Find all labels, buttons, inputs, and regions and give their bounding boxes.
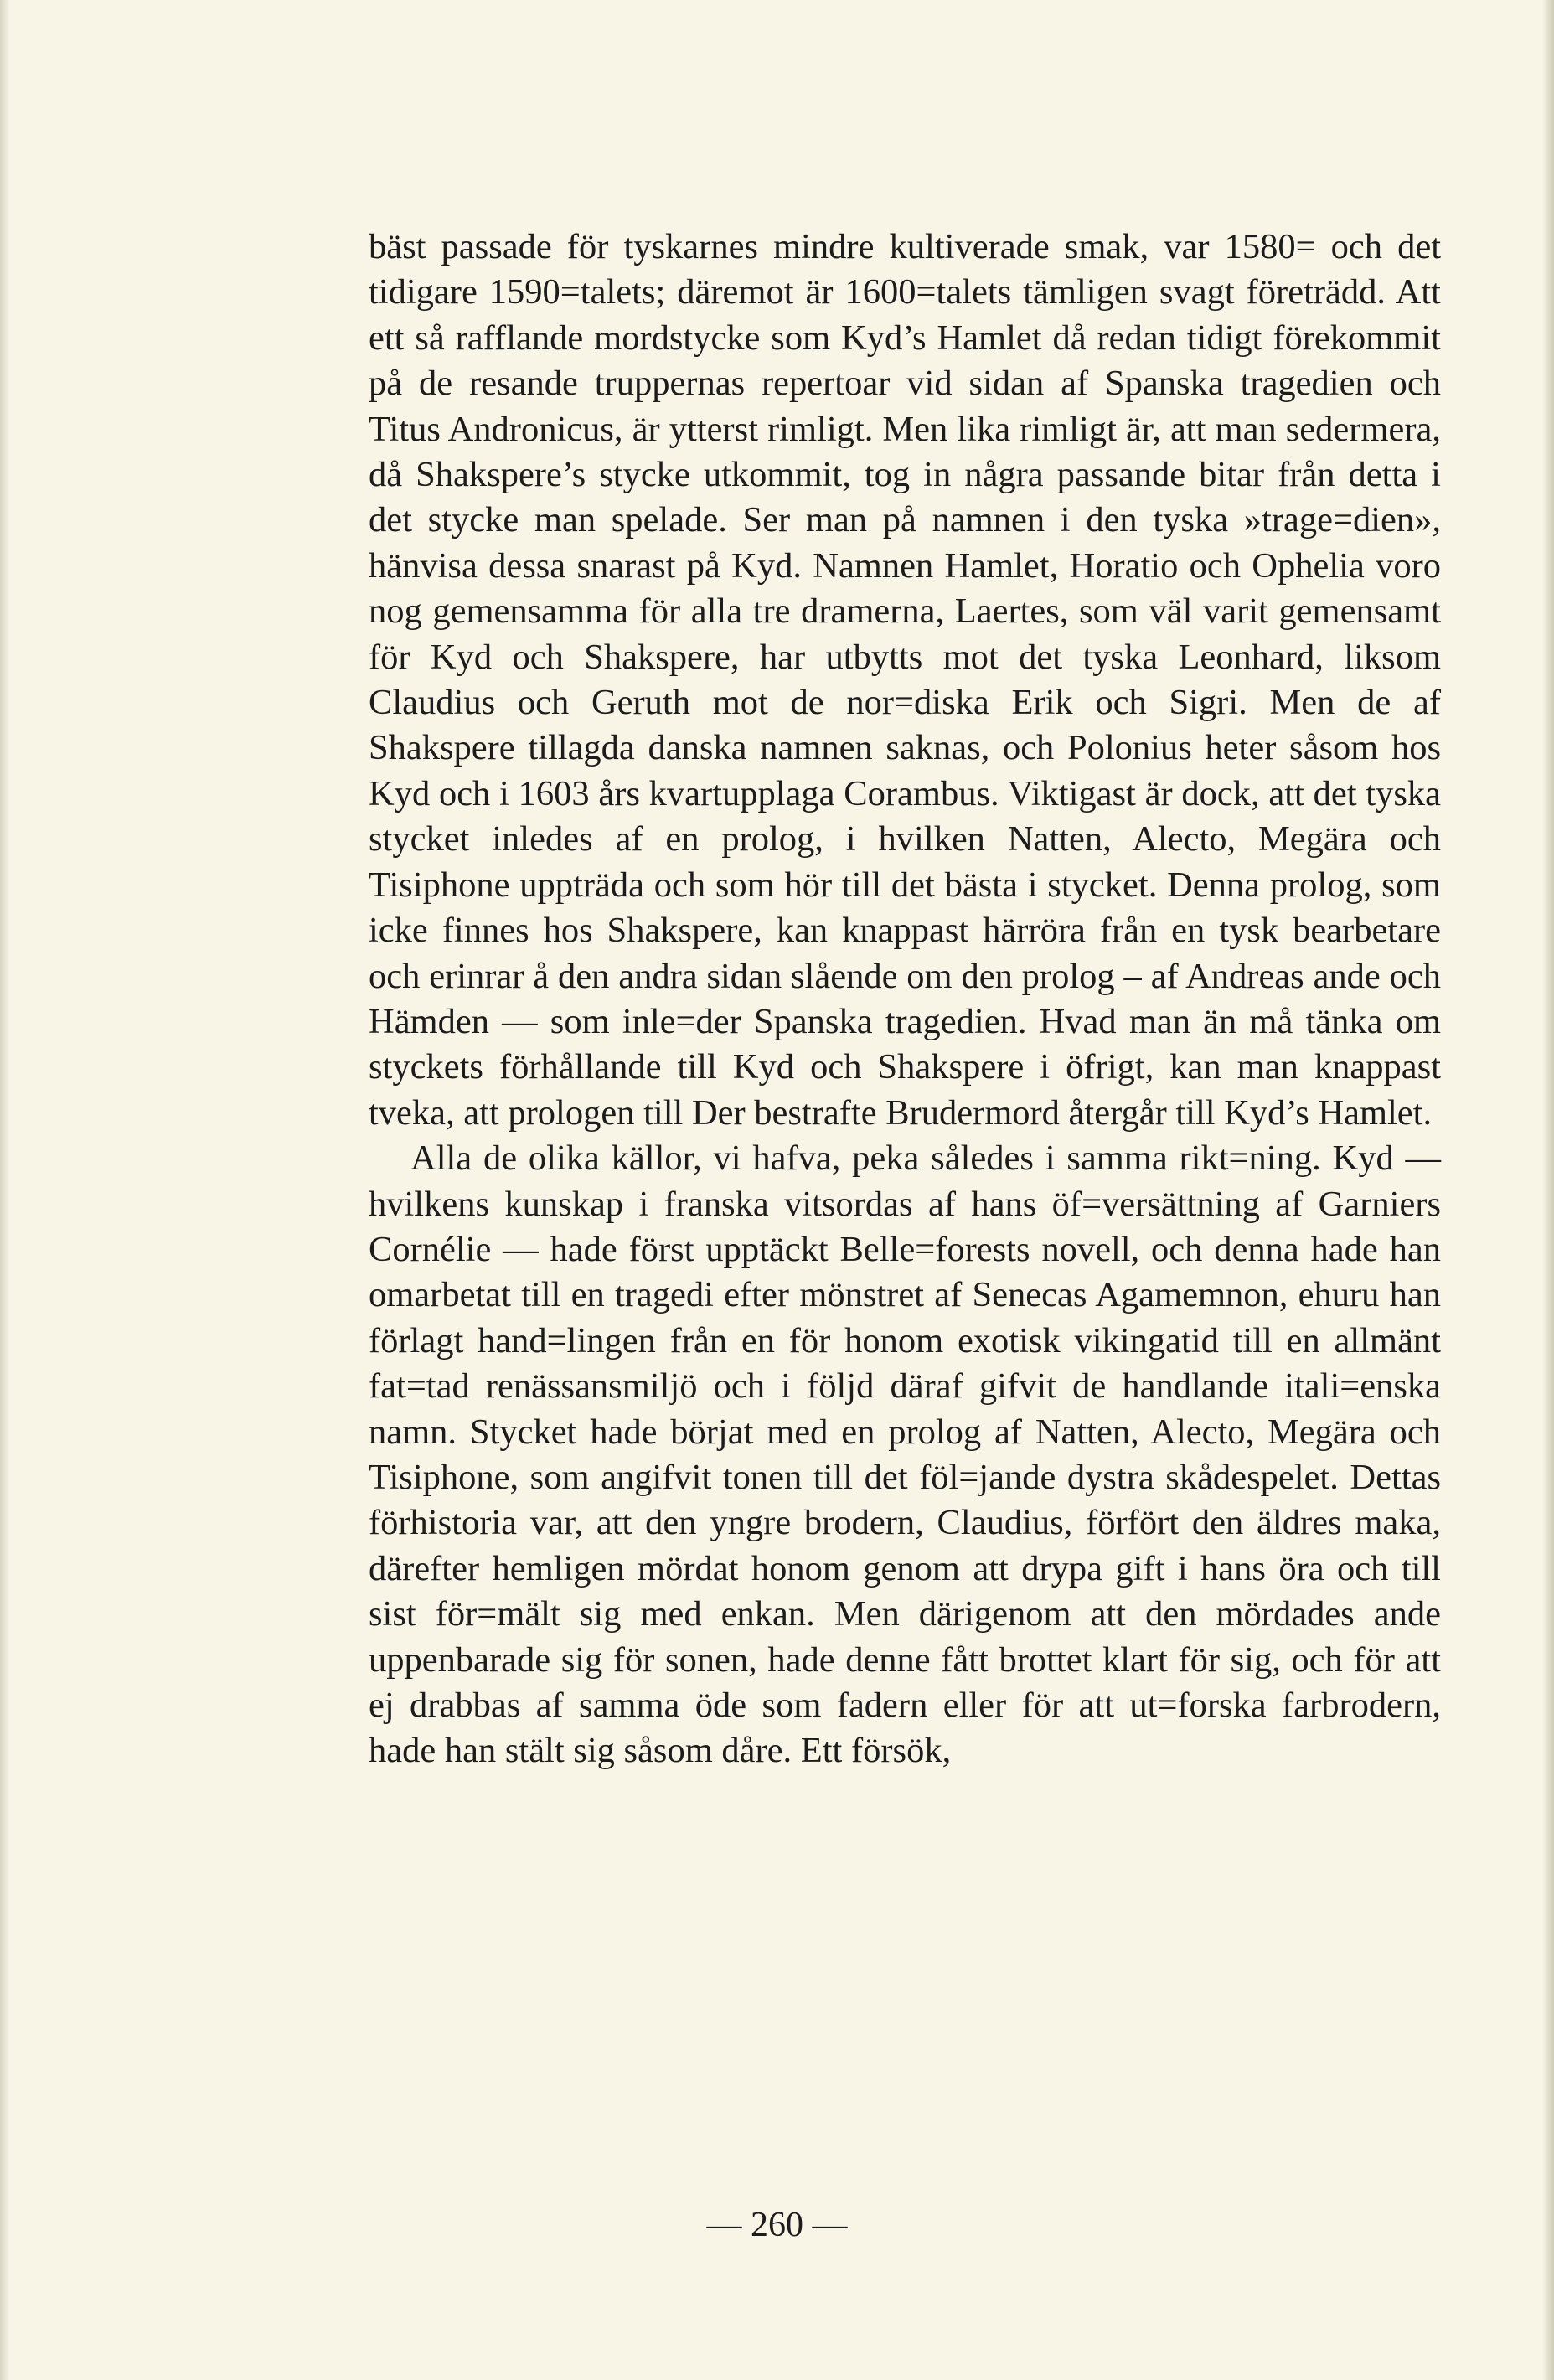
paragraph-2: Alla de olika källor, vi hafva, peka således i samma rikt=ning. Kyd — hvilkens kunskap i franska vitsordas af hans öf=versättning af Garniers Cornélie — hade först upptäckt Belle=forests novell, och denna hade han omarbetat till en tragedi efter mönstret af Senecas Agamemnon, ehuru han förlagt hand=lingen från en för honom exotisk vikingatid till en allmänt fat=tad renässansmiljö och i följd däraf gifvit de handlande itali=enska namn. Stycket hade börjat med en prolog af Natten, Alecto, Megära och Tisiphone, som angifvit tonen till det föl=jande dystra skådespelet. Dettas förhistoria var, att den yngre brodern, Claudius, förfört den äldres maka, därefter hemligen mördat honom genom att drypa gift i hans öra och till sist för=mält sig med enkan. Men därigenom att den mördades ande uppenbarade sig för sonen, hade denne fått brottet klart för sig, och för att ej drabbas af samma öde som fadern eller för att ut=forska farbrodern, hade han stält sig såsom dåre. Ett försök, <box>369 1138 1441 1771</box>
body-text <box>369 225 1441 1774</box>
page-edge-right <box>1542 0 1554 2380</box>
page-edge-left <box>0 0 10 2380</box>
page-number: — 260 — <box>706 2206 848 2244</box>
paragraph-1: bäst passade för tyskarnes mindre kultiverade smak, var 1580= och det tidigare 1590=talets; däremot är 1600=talets tämligen svagt företrädd. Att ett så rafflande mordstycke som Kyd’s Hamlet då redan tidigt förekommit på de resande truppernas repertoar vid sidan af Spanska tragedien och Titus Andronicus, är ytterst rimligt. Men lika rimligt är, att man sedermera, då Shakspere’s stycke utkommit, tog in några passande bitar från detta i det stycke man spelade. Ser man på namnen i den tyska »trage=dien», hänvisa dessa snarast på Kyd. Namnen Hamlet, Horatio och Ophelia voro nog gemensamma för alla tre dramerna, Laertes, som väl varit gemensamt för Kyd och Shakspere, har utbytts mot det tyska Leonhard, liksom Claudius och Geruth mot de nor=diska Erik och Sigri. Men de af Shakspere tillagda danska namnen saknas, och Polonius heter såsom hos Kyd och i 1603 års kvartupplaga Corambus. Viktigast är dock, att det tyska stycket inledes af en prolog, i hvilken Natten, Alecto, Megära och Tisiphone uppträda och som hör till det bästa i stycket. Denna prolog, som icke finnes hos Shakspere, kan knappast härröra från en tysk bearbetare och erinrar å den andra sidan slående om den prolog – af Andreas ande och Hämden — som inle=der Spanska tragedien. Hvad man än må tänka om styckets förhållande till Kyd och Shakspere i öfrigt, kan man knappast tveka, att prologen till Der bestrafte Brudermord återgår till Kyd’s Hamlet. <box>369 227 1441 1133</box>
